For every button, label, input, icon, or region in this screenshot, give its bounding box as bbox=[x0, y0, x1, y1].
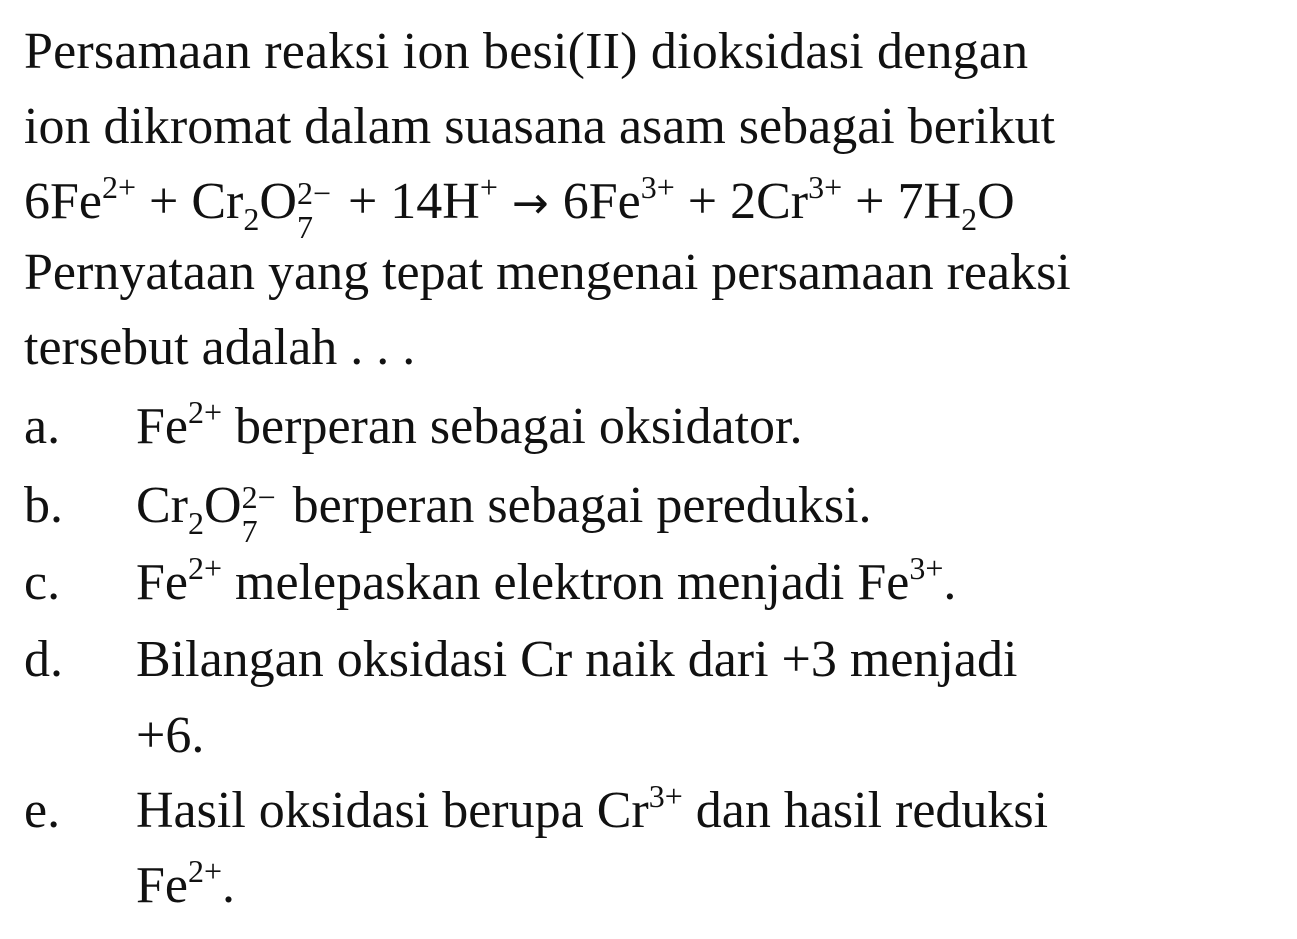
option-c-charge-2: 3+ bbox=[909, 550, 944, 586]
option-e-text-2: dan hasil reduksi bbox=[682, 782, 1049, 839]
eq-plus-cr: + 2Cr bbox=[674, 173, 809, 230]
eq-term-fe3: 6Fe bbox=[562, 173, 641, 230]
option-a-charge: 2+ bbox=[188, 394, 223, 430]
option-a-fe: Fe bbox=[136, 398, 188, 455]
eq-charge-fe3: 3+ bbox=[640, 169, 675, 205]
option-d[interactable] bbox=[24, 630, 1017, 690]
option-a[interactable] bbox=[24, 394, 803, 457]
reaction-arrow-icon: → bbox=[511, 178, 549, 229]
option-a-text: berperan sebagai oksidator. bbox=[222, 398, 803, 455]
option-e[interactable] bbox=[24, 778, 1049, 841]
eq-sub-o: 7 bbox=[296, 209, 313, 245]
eq-term-o: O bbox=[259, 173, 297, 230]
option-c[interactable] bbox=[24, 550, 957, 613]
option-d-continued bbox=[136, 706, 204, 766]
option-d-letter: d. bbox=[24, 631, 63, 688]
eq-plus-1: + bbox=[136, 173, 192, 230]
option-e-charge-1: 3+ bbox=[648, 778, 683, 814]
option-d-text-2: +6. bbox=[136, 707, 205, 764]
option-e-letter: e. bbox=[24, 782, 61, 839]
option-d-text: Bilangan oksidasi Cr naik dari +3 menjadi bbox=[136, 631, 1018, 688]
eq-plus-h: + 14H bbox=[334, 173, 480, 230]
eq-dichromate-scripts bbox=[296, 175, 335, 245]
option-c-letter: c. bbox=[24, 554, 61, 611]
eq-sub-cr: 2 bbox=[243, 201, 260, 237]
option-b-cr: Cr bbox=[136, 477, 188, 534]
eq-plus-water: + 7H bbox=[842, 173, 962, 230]
eq-sub-h2: 2 bbox=[961, 201, 978, 237]
eq-term-cr: Cr bbox=[191, 173, 244, 230]
option-a-letter: a. bbox=[24, 398, 61, 455]
option-b-text: berperan sebagai pereduksi. bbox=[279, 477, 872, 534]
option-b-sub-cr: 2 bbox=[188, 505, 204, 541]
option-b-o: O bbox=[204, 477, 242, 534]
option-b-charge: 2− bbox=[241, 479, 276, 515]
option-b-sub-o: 7 bbox=[241, 513, 258, 549]
option-e-period: . bbox=[222, 857, 236, 914]
option-c-charge-1: 2+ bbox=[188, 550, 223, 586]
eq-term-fe2: 6Fe bbox=[24, 173, 102, 230]
reaction-equation bbox=[24, 169, 1015, 245]
option-e-text: Hasil oksidasi berupa Cr bbox=[136, 782, 649, 839]
eq-charge-cr3: 3+ bbox=[808, 169, 843, 205]
option-b[interactable] bbox=[24, 476, 872, 549]
option-c-fe: Fe bbox=[136, 554, 188, 611]
eq-charge-fe2: 2+ bbox=[102, 169, 137, 205]
eq-charge-h: + bbox=[479, 169, 498, 205]
option-e-continued bbox=[136, 853, 236, 916]
option-c-period: . bbox=[943, 554, 957, 611]
question-text-line-2: ion dikromat dalam suasana asam sebagai berikut bbox=[24, 98, 1056, 155]
option-b-letter: b. bbox=[24, 477, 63, 534]
question-text-line-1: Persamaan reaksi ion besi(II) dioksidasi dengan bbox=[24, 23, 1029, 80]
eq-charge-dichromate: 2− bbox=[296, 175, 331, 211]
question-text-line-4: tersebut adalah . . . bbox=[24, 319, 416, 376]
option-b-scripts bbox=[241, 479, 280, 549]
question-text-line-3: Pernyataan yang tepat mengenai persamaan reaksi bbox=[24, 244, 1071, 301]
option-e-fe: Fe bbox=[136, 857, 188, 914]
option-e-charge-2: 2+ bbox=[188, 853, 223, 889]
eq-term-water-o: O bbox=[977, 173, 1015, 230]
option-c-text: melepaskan elektron menjadi Fe bbox=[222, 554, 910, 611]
